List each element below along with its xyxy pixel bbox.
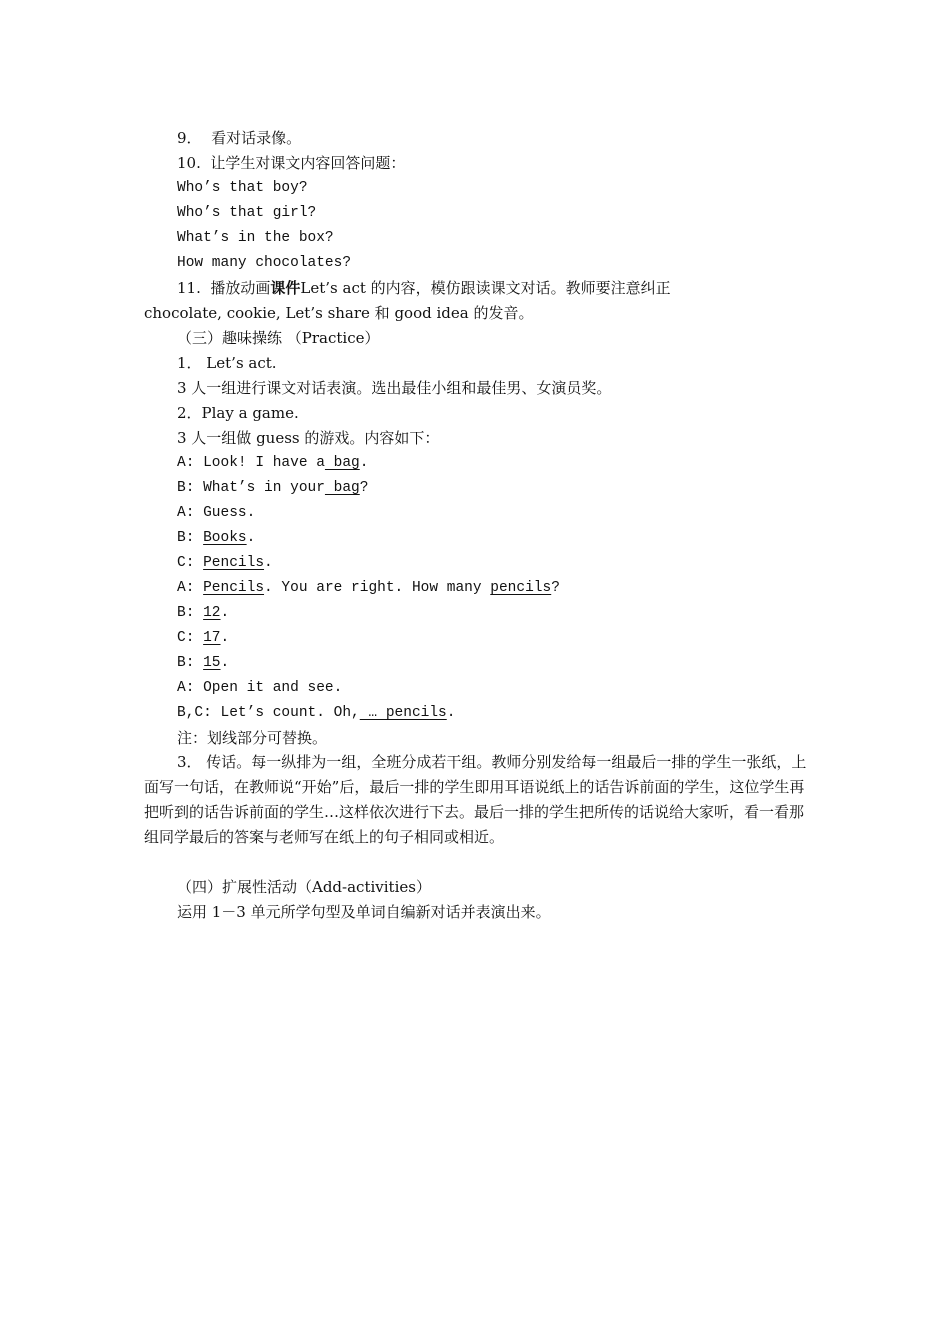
dialog-line-11 — [177, 703, 455, 723]
dialog-line-1 — [177, 453, 368, 473]
practice-2-title: 2．Play a game. — [177, 404, 299, 422]
dialog-text: B: — [177, 605, 204, 621]
question-2: Who’s that girl? — [177, 205, 317, 221]
step-9: 9． 看对话录像。 — [177, 129, 302, 147]
replaceable-word: bag — [324, 455, 360, 471]
dialog-text: C: — [177, 555, 204, 571]
practice-2-desc: 3 人一组做 guess 的游戏。内容如下： — [177, 429, 440, 447]
replaceable-word: 15 — [203, 655, 221, 671]
dialog-line-5 — [177, 553, 273, 573]
replaceable-word: Pencils — [203, 555, 265, 571]
replaceable-word: 12 — [203, 605, 221, 621]
dialog-text: ? — [551, 580, 560, 596]
practice-1-title: 1． Let’s act. — [177, 354, 277, 372]
dialog-text: A: — [177, 580, 204, 596]
replaceable-word: … pencils — [359, 705, 447, 721]
section-3-heading: （三）趣味操练 （Practice） — [177, 329, 380, 347]
dialog-line-4 — [177, 528, 255, 548]
practice-3-paragraph: 3． 传话。每一纵排为一组，全班分成若干组。教师分别发给每一组最后一排的学生一张纸，上面写一句话，在教师说“开始”后，最后一排的学生即用耳语说纸上的话告诉前面的学生，这位学生再把听到的话告诉前面的学生…这样依次进行下去。最后一排的学生把所传的话说给大家听，看一看那组同学最后的答案与老师写在纸上的句子相同或相近。 — [144, 753, 807, 846]
note: 注：划线部分可替换。 — [177, 729, 328, 747]
dialog-text: . — [220, 605, 230, 621]
dialog-text: B: — [177, 655, 204, 671]
step-11-text-b: Let’s act 的内容，模仿跟读课文对话。教师要注意纠正 — [300, 279, 671, 297]
step-11 — [177, 278, 671, 298]
dialog-text: B: What’s in your — [177, 480, 325, 496]
dialog-line-8 — [177, 628, 229, 648]
dialog-text: . — [446, 705, 456, 721]
dialog-line-3: A: Guess. — [177, 505, 256, 521]
replaceable-word: pencils — [490, 580, 552, 596]
step-10: 10. 让学生对课文内容回答问题： — [177, 154, 406, 172]
dialog-line-6 — [177, 578, 560, 598]
dialog-text: A: Look! I have a — [177, 455, 325, 471]
dialog-line-7 — [177, 603, 229, 623]
dialog-text: . — [246, 530, 256, 546]
section-4-heading: （四）扩展性活动（Add-activities） — [177, 878, 431, 896]
question-1: Who’s that boy? — [177, 180, 308, 196]
replaceable-word: Pencils — [203, 580, 265, 596]
dialog-text: B: — [177, 530, 204, 546]
replaceable-word: bag — [324, 480, 360, 496]
dialog-text: . You are right. How many — [264, 580, 491, 596]
dialog-text: ? — [359, 480, 369, 496]
dialog-line-10: A: Open it and see. — [177, 680, 343, 696]
step-11-continued: chocolate, cookie, Let’s share 和 good idea 的发音。 — [144, 304, 534, 322]
dialog-text: . — [220, 655, 230, 671]
dialog-text: . — [220, 630, 230, 646]
question-4: How many chocolates? — [177, 255, 352, 271]
dialog-line-2 — [177, 478, 368, 498]
dialog-text: B,C: Let’s count. Oh, — [177, 705, 360, 721]
question-3: What’s in the box? — [177, 230, 334, 246]
section-4-desc: 运用 1－3 单元所学句型及单词自编新对话并表演出来。 — [177, 903, 551, 921]
practice-1-desc: 3 人一组进行课文对话表演。选出最佳小组和最佳男、女演员奖。 — [177, 379, 612, 397]
step-11-text-a: 11. 播放动画 — [177, 279, 271, 297]
dialog-text: C: — [177, 630, 204, 646]
dialog-text: . — [359, 455, 369, 471]
replaceable-word: 17 — [203, 630, 221, 646]
step-11-bold: 课件 — [270, 279, 301, 297]
replaceable-word: Books — [203, 530, 247, 546]
dialog-text: . — [264, 555, 273, 571]
dialog-line-9 — [177, 653, 229, 673]
